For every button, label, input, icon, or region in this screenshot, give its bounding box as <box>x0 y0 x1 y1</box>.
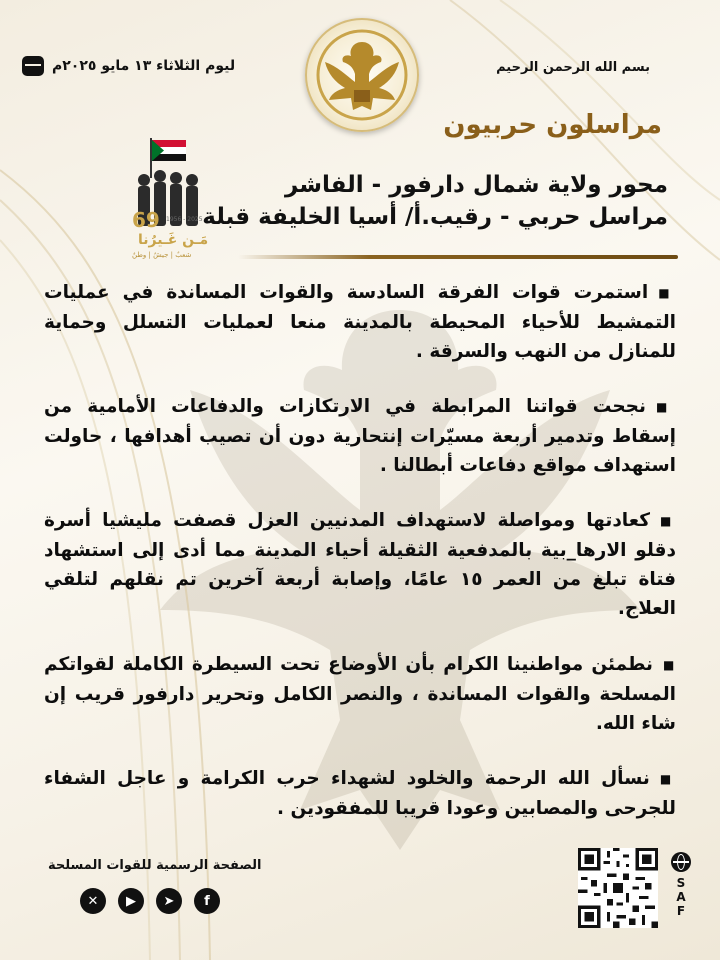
armed-forces-emblem <box>305 18 419 132</box>
telegram-icon[interactable]: ➤ <box>156 888 182 914</box>
campaign-badge <box>126 134 216 264</box>
paragraph-text: كعادتها ومواصلة لاستهداف المدنيين العزل قصفت مليشيا أسرة دقلو الارها_بية بالمدفعية الثقيلة أحياء المدينة مما أدى إلى استشهاد فتاة تبلغ من العمر ١٥ عامًا، وإصابة أربعة آخرين تم نقلهم لتلقي العلاج. <box>44 510 677 619</box>
x-icon[interactable]: ✕ <box>80 888 106 914</box>
bullet-square-icon: ■ <box>662 657 677 672</box>
campaign-tagline: شعبٌ | جيشٌ | وطنٌ <box>132 251 192 259</box>
campaign-slogan: مَـن غَـيرُنا <box>138 232 209 248</box>
headline-location: محور ولاية شمال دارفور - الفاشر <box>285 172 668 198</box>
eagle-emblem-icon <box>307 20 417 130</box>
official-page-label: الصفحة الرسمية للقوات المسلحة <box>48 858 262 873</box>
page-title: مراسلون حربيون <box>443 110 662 140</box>
date-row <box>22 56 235 76</box>
campaign-years: 1956 - 2025 <box>166 216 203 223</box>
social-links <box>80 888 220 914</box>
bullet-square-icon: ■ <box>655 399 676 414</box>
gold-divider <box>238 255 678 259</box>
saf-letters: S A F <box>676 876 686 918</box>
paragraph-text: نطمئن مواطنينا الكرام بأن الأوضاع تحت السيطرة الكاملة لقواتكم المسلحة والقوات المساندة ، والنصر الكامل وتحرير دارفور قريب إن شاء الله. <box>44 654 676 734</box>
news-paragraph <box>44 278 676 366</box>
facebook-icon[interactable]: f <box>194 888 220 914</box>
youtube-icon[interactable]: ▶ <box>118 888 144 914</box>
paragraph-text: نسأل الله الرحمة والخلود لشهداء حرب الكرامة و عاجل الشفاء للجرحى والمصابين وعودا قريبا للمفقودين . <box>44 768 676 819</box>
bullet-square-icon: ■ <box>659 771 676 786</box>
news-paragraph <box>44 392 676 480</box>
calendar-icon <box>22 56 44 76</box>
bullet-square-icon: ■ <box>658 285 676 300</box>
paragraph-text: نجحت قواتنا المرابطة في الارتكازات والدفاعات الأمامية من إسقاط وتدمير أربعة مسيّرات إنتحارية دون أن تصيب أهدافها ، حاولت استهداف مواقع دفاعات أبطالنا . <box>44 396 676 476</box>
saf-website[interactable] <box>667 852 695 918</box>
headline-correspondent: مراسل حربي - رقيب.أ/ أسيا الخليفة قبلة <box>202 204 668 230</box>
bullet-square-icon: ■ <box>659 513 677 528</box>
date-text: ليوم الثلاثاء ١٣ مايو ٢٠٢٥م <box>52 58 236 74</box>
campaign-number: 69 <box>132 208 160 232</box>
news-paragraph <box>44 506 676 623</box>
basmala: بسم الله الرحمن الرحيم <box>496 60 650 75</box>
globe-icon <box>671 852 691 872</box>
paragraph-text: استمرت قوات الفرقة السادسة والقوات المساندة في عمليات التمشيط للأحياء المحيطة بالمدينة منعا لعمليات التسلل وحماية للمنازل من النهب والسرقة . <box>44 282 676 362</box>
news-paragraph <box>44 650 676 738</box>
news-paragraph <box>44 764 676 823</box>
qr-code-icon[interactable] <box>578 848 658 928</box>
